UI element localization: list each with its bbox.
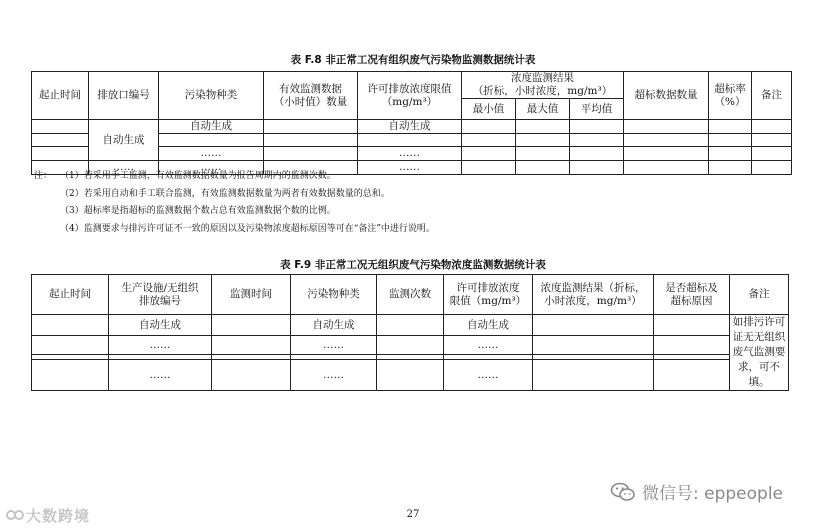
table-f8-notes bbox=[34, 168, 794, 238]
f8-header-valid-count-line2: （小时值）数量 bbox=[273, 95, 348, 108]
f8-header-limit bbox=[358, 72, 462, 120]
f8-cell bbox=[516, 134, 570, 147]
f8-cell bbox=[570, 134, 624, 147]
f9-cell-pollutant-ellipsis: …… bbox=[291, 336, 377, 355]
f9-cell bbox=[32, 360, 109, 391]
f9-cell bbox=[533, 336, 654, 355]
watermark-left-text: 大数跨境 bbox=[26, 507, 91, 525]
f8-cell bbox=[358, 134, 462, 147]
f9-cell bbox=[654, 336, 730, 355]
f9-remark-cell: 如排污许可证无无组织废气监测要求，可不填。 bbox=[730, 315, 789, 391]
f8-cell bbox=[32, 120, 89, 134]
f9-cell bbox=[533, 360, 654, 391]
f9-cell bbox=[212, 360, 291, 391]
f9-header-remark: 备注 bbox=[730, 275, 789, 315]
f8-header-result-line2: （折标，小时浓度，mg/m³） bbox=[472, 85, 613, 97]
wechat-icon bbox=[610, 482, 636, 502]
f8-cell bbox=[462, 147, 516, 161]
f9-cell-limit-ellipsis: …… bbox=[444, 360, 533, 391]
f8-cell bbox=[709, 120, 752, 134]
table-f8-caption: 表 F.8 非正常工况有组织废气污染物监测数据统计表 bbox=[290, 54, 536, 66]
f8-header-remark: 备注 bbox=[752, 72, 792, 120]
f8-header-result-line1: 浓度监测结果 bbox=[511, 72, 574, 84]
f8-cell-limit-ellipsis: …… bbox=[358, 147, 462, 161]
table-f9 bbox=[31, 274, 789, 391]
f8-cell-pollutant-ellipsis: …… bbox=[159, 161, 264, 175]
f8-cell bbox=[709, 147, 752, 161]
f8-header-max: 最大值 bbox=[516, 99, 570, 120]
f8-header-limit-line1: 许可排放浓度限值 bbox=[367, 82, 452, 95]
table-f8 bbox=[31, 71, 792, 175]
f9-cell bbox=[377, 336, 444, 355]
f8-header-min: 最小值 bbox=[462, 99, 516, 120]
f8-header-time: 起止时间 bbox=[32, 72, 89, 120]
f9-cell-limit-auto: 自动生成 bbox=[444, 315, 533, 336]
f8-cell bbox=[264, 147, 358, 161]
brand-logo-icon bbox=[6, 508, 24, 522]
f9-cell bbox=[212, 336, 291, 355]
f8-cell bbox=[159, 134, 264, 147]
f9-cell bbox=[654, 360, 730, 391]
f9-header-facility-line2: 排放编号 bbox=[139, 294, 181, 307]
f9-header-monitor-count: 监测次数 bbox=[377, 275, 444, 315]
f9-cell-facility-auto: 自动生成 bbox=[109, 315, 212, 336]
f8-cell bbox=[32, 134, 89, 147]
f8-cell-pollutant-auto: 自动生成 bbox=[159, 120, 264, 134]
f8-cell bbox=[264, 120, 358, 134]
f8-header-outlet: 排放口编号 bbox=[89, 72, 159, 120]
f8-header-valid-count bbox=[264, 72, 358, 120]
note-item: （2）若采用自动和手工联合监测，有效监测数据数量为两者有效数据数量的总和。 bbox=[60, 188, 390, 199]
watermark-right bbox=[610, 479, 783, 504]
f8-cell bbox=[516, 120, 570, 134]
f8-cell bbox=[624, 120, 709, 134]
f9-header-time: 起止时间 bbox=[32, 275, 109, 315]
f8-header-exceed-rate-line1: 超标率 bbox=[714, 82, 746, 95]
f9-header-limit-line2: 限值（mg/m³） bbox=[449, 294, 527, 307]
f8-cell bbox=[752, 120, 792, 134]
f8-cell bbox=[462, 120, 516, 134]
f9-header-result-line1: 浓度监测结果（折标， bbox=[540, 281, 646, 294]
watermark-left bbox=[6, 505, 90, 526]
f9-cell bbox=[377, 360, 444, 391]
f9-cell-limit-ellipsis: …… bbox=[444, 336, 533, 355]
f9-cell-pollutant-ellipsis: …… bbox=[291, 360, 377, 391]
f8-cell bbox=[264, 134, 358, 147]
f9-header-result-line2: 小时浓度，mg/m³） bbox=[544, 294, 642, 307]
note-item: （1）若采用手工监测，有效监测数据数量为报告周期内的监测次数。 bbox=[60, 171, 336, 181]
f8-cell bbox=[709, 134, 752, 147]
f9-header-exceed-line1: 是否超标及 bbox=[665, 281, 718, 294]
note-item: （3）超标率是指超标的监测数据个数占总有效监测数据个数的比例。 bbox=[60, 206, 336, 216]
f8-cell bbox=[570, 120, 624, 134]
f8-cell bbox=[570, 147, 624, 161]
f8-header-result bbox=[462, 72, 624, 99]
f8-header-limit-line2: （mg/m³） bbox=[381, 95, 438, 108]
f8-header-exceed-rate-line2: （%） bbox=[714, 95, 746, 108]
page-number: 27 bbox=[406, 509, 420, 520]
f9-header-limit-line1: 许可排放浓度 bbox=[456, 281, 520, 294]
f9-header-exceed-line2: 超标原因 bbox=[670, 294, 713, 307]
f8-cell-outlet-auto: 自动生成 bbox=[89, 120, 159, 161]
f8-cell bbox=[752, 134, 792, 147]
f9-cell bbox=[533, 315, 654, 336]
f9-header-exceed bbox=[654, 275, 730, 315]
f9-cell-facility-ellipsis: …… bbox=[109, 336, 212, 355]
f9-cell-facility-ellipsis: …… bbox=[109, 360, 212, 391]
f9-cell bbox=[377, 315, 444, 336]
f8-header-pollutant: 污染物种类 bbox=[159, 72, 264, 120]
notes-label: 注： bbox=[34, 171, 53, 181]
f8-cell-limit-ellipsis: …… bbox=[358, 161, 462, 175]
f8-header-exceed-rate bbox=[709, 72, 752, 120]
table-f9-caption: 表 F.9 非正常工况无组织废气污染物浓度监测数据统计表 bbox=[280, 259, 546, 271]
f9-header-monitor-time: 监测时间 bbox=[212, 275, 291, 315]
f8-cell bbox=[624, 147, 709, 161]
f9-header-limit bbox=[444, 275, 533, 315]
f8-cell bbox=[32, 147, 89, 161]
watermark-right-text: 微信号: eppeople bbox=[642, 484, 784, 504]
note-item: （4）监测要求与排污许可证不一致的原因以及污染物浓度超标原因等可在“备注”中进行说明。 bbox=[60, 223, 435, 234]
f8-cell-limit-auto: 自动生成 bbox=[358, 120, 462, 134]
f8-cell bbox=[462, 134, 516, 147]
f8-header-exceed-count: 超标数据数量 bbox=[624, 72, 709, 120]
f8-cell-outlet-ellipsis: …… bbox=[89, 161, 159, 175]
f9-cell bbox=[212, 315, 291, 336]
f8-cell bbox=[624, 134, 709, 147]
f9-header-facility bbox=[109, 275, 212, 315]
f8-cell bbox=[752, 147, 792, 161]
f8-cell bbox=[516, 147, 570, 161]
f9-header-pollutant: 污染物种类 bbox=[291, 275, 377, 315]
f8-header-valid-count-line1: 有效监测数据 bbox=[279, 82, 342, 95]
f9-cell bbox=[32, 315, 109, 336]
f9-header-facility-line1: 生产设施/无组织 bbox=[121, 281, 199, 294]
f9-cell-pollutant-auto: 自动生成 bbox=[291, 315, 377, 336]
f9-cell bbox=[654, 315, 730, 336]
f8-cell-pollutant-ellipsis: …… bbox=[159, 147, 264, 161]
f9-cell bbox=[32, 336, 109, 355]
f9-header-result bbox=[533, 275, 654, 315]
f8-header-avg: 平均值 bbox=[570, 99, 624, 120]
